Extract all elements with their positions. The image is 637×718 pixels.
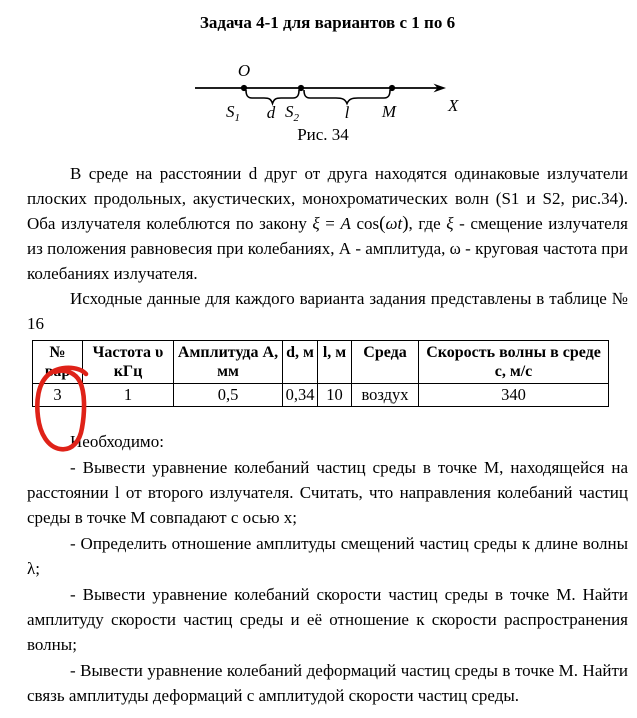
table-header [33,341,609,384]
page-title: Задача 4-1 для вариантов с 1 по 6 [199,13,456,32]
header-d: d, м [283,341,318,384]
figure-34-diagram [183,53,473,145]
cell-variant-number: 3 [33,384,83,407]
cell-amplitude: 0,5 [174,384,283,407]
figure-label-d: d [266,103,275,122]
figure-34 [27,53,628,145]
figure-caption: Рис. 34 [296,125,349,144]
s2-subscript: 2 [293,112,299,124]
cell-medium: воздух [352,384,419,407]
formula-argument: ωt [385,214,403,233]
formula-xi-2: ξ [446,214,454,233]
brace-l [304,90,390,104]
figure-label-origin: O [237,61,250,80]
intro-text-before: В среде на расстоянии d друг от друга находятся одинаковые излучатели плоских продольных, акустических, монохроматических волн (S1 и S2, рис.34). Оба излучателя колеблются по закону [27,164,628,233]
header-medium: Среда [352,341,419,384]
cell-wave-speed: 340 [419,384,609,407]
task-item-4: - Вывести уравнение колебаний деформаций частиц среды в точке М. Найти связь амплитуды деформаций с амплитудой скорости частиц среды. [27,661,628,705]
cell-d: 0,34 [283,384,318,407]
header-variant-number: № вар [33,341,83,384]
intro-text-mid: , где [408,214,447,233]
tasks-heading: Необходимо: [70,432,164,451]
formula-amplitude: A [340,214,351,233]
figure-label-l: l [344,103,349,122]
task-item-3: - Вывести уравнение колебаний скорости частиц среды в точке М. Найти амплитуду скорости частиц среды и её отношение к скорости распространения волны; [27,585,628,654]
formula-cos: cos [350,214,380,233]
formula-open-paren: ( [379,213,386,234]
s1-base: S [225,102,234,121]
cell-frequency: 1 [83,384,174,407]
table-header-row [33,341,609,384]
s1-subscript: 1 [234,112,240,124]
table-intro-paragraph: Исходные данные для каждого варианта задания представлены в таблице № 16 [27,289,628,333]
task-item-1: - Вывести уравнение колебаний частиц среды в точке М, находящейся на расстоянии l от второго излучателя. Считать, что направления колебаний частиц среды в точке М совпадают с осью x; [27,458,628,527]
formula-xi: ξ [312,214,320,233]
cell-l: 10 [318,384,352,407]
header-amplitude: Амплитуда А, мм [174,341,283,384]
header-wave-speed: Скорость волны в среде с, м/с [419,341,609,384]
intro-text-after: - смещение излучателя из положения равновесия при колебаниях, А - амплитуда, ω - круговая частота при колебаниях излучателя. [27,214,628,283]
table-row [33,384,609,407]
header-l: l, м [318,341,352,384]
task-item-2: - Определить отношение амплитуды смещений частиц среды к длине волны λ; [27,534,628,578]
s2-base: S [284,102,293,121]
figure-label-m: M [381,102,396,121]
variants-data-table [32,340,609,407]
intro-paragraph [27,161,628,286]
header-frequency: Частота υ кГц [83,341,174,384]
figure-label-s2 [285,102,300,124]
figure-label-x-axis: X [447,96,458,115]
figure-label-s1 [226,102,240,124]
formula-close-paren: ) [402,213,409,234]
formula-equals: = [319,214,341,233]
